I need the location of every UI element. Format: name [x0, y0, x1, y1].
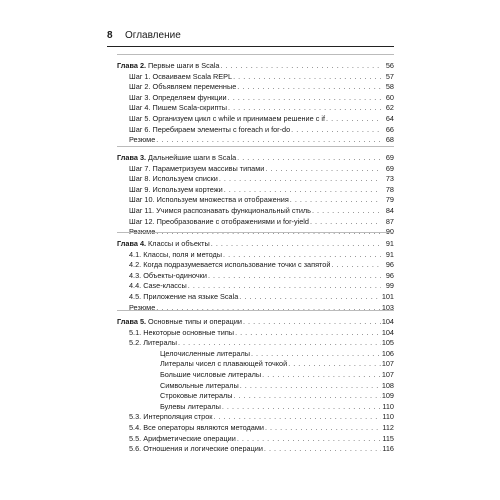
dot-leader: [291, 124, 381, 135]
dot-leader: [262, 369, 381, 380]
page-ref: 64: [385, 114, 394, 123]
entry-title: Булевы литералы: [160, 401, 221, 411]
page-ref: 91: [385, 239, 394, 248]
chapter-prefix: Глава 2.: [117, 61, 147, 70]
chapter-title: [117, 152, 236, 163]
dot-leader: [233, 71, 381, 82]
toc-entry-row: [129, 194, 394, 205]
entry-title: 5.2. Литералы: [129, 338, 177, 348]
dot-leader: [211, 238, 381, 249]
entry-title: Шаг 6. Перебираем элементы с foreach и for-do: [129, 124, 291, 134]
chapter-name: Дальнейшие шаги в Scala: [146, 153, 237, 162]
chapter-separator: [117, 232, 394, 233]
dot-leader: [251, 348, 381, 359]
page-ref: 101: [381, 292, 394, 301]
page-ref: 104: [381, 327, 394, 337]
header-rule: [107, 46, 394, 47]
toc-entry-row: [129, 422, 394, 433]
entry-title: Шаг 10. Используем множества и отображения: [129, 195, 289, 205]
page-ref: 90: [385, 227, 394, 237]
entry-title: Литералы чисел с плавающей точкой: [160, 359, 288, 369]
running-header: [107, 30, 394, 44]
page-ref: 87: [385, 216, 394, 226]
entry-title: Шаг 9. Используем кортежи: [129, 184, 223, 194]
page-ref: 57: [385, 71, 394, 81]
toc-entry-row: [129, 249, 394, 260]
dot-leader: [331, 259, 381, 270]
page-ref: 79: [385, 195, 394, 205]
toc-entry-row: [129, 81, 394, 92]
dot-leader: [219, 173, 381, 184]
toc-entry-row: [160, 358, 394, 369]
dot-leader: [208, 270, 381, 281]
dot-leader: [239, 291, 381, 302]
dot-leader: [237, 81, 381, 92]
page-ref: 78: [385, 184, 394, 194]
page-ref: 96: [385, 260, 394, 270]
page-ref: 103: [381, 302, 394, 312]
entry-title: Целочисленные литералы: [160, 348, 250, 358]
toc-entry-row: [129, 443, 394, 454]
dot-leader: [264, 443, 381, 454]
entry-title: Шаг 11. Учимся распознавать функциональный стиль: [129, 206, 311, 215]
entry-title: 5.6. Отношения и логические операции: [129, 444, 263, 454]
dot-leader: [235, 327, 381, 338]
entry-title: Шаг 3. Определяем функции: [129, 92, 227, 102]
toc-entry-row: [129, 411, 394, 422]
toc-entry-row: [129, 134, 394, 145]
dot-leader: [188, 280, 381, 291]
entry-title: Шаг 2. Объявляем переменные: [129, 82, 237, 92]
entry-title: Большие числовые литералы: [160, 370, 262, 379]
toc-chapter-row: [117, 60, 394, 71]
chapter-separator: [117, 310, 394, 311]
toc-entry-row: [129, 102, 394, 113]
toc-entry-row: [160, 380, 394, 391]
entry-title: Строковые литералы: [160, 391, 233, 401]
entry-title: 4.2. Когда подразумевается использование точки с запятой: [129, 260, 331, 270]
dot-leader: [224, 184, 381, 195]
dot-leader: [237, 433, 381, 444]
entry-title: 5.5. Арифметические операции: [129, 433, 236, 443]
entry-title: Шаг 5. Организуем цикл с while и принимаем решение с if: [129, 114, 326, 123]
toc-chapter-row: [117, 238, 394, 249]
chapter-prefix: Глава 3.: [117, 153, 147, 162]
dot-leader: [220, 60, 381, 71]
toc-entry-row: [129, 205, 394, 216]
page-ref: 62: [385, 103, 394, 113]
entry-title: Шаг 8. Используем списки: [129, 174, 218, 184]
entry-title: Шаг 7. Параметризуем массивы типами: [129, 163, 265, 173]
entry-title: Шаг 4. Пишем Scala-скрипты: [129, 103, 228, 113]
entry-title: Символьные литералы: [160, 380, 239, 390]
dot-leader: [156, 134, 381, 145]
dot-leader: [223, 249, 381, 260]
page-ref: 91: [385, 249, 394, 259]
toc-entry-row: [129, 327, 394, 338]
page-ref: 96: [385, 270, 394, 280]
entry-title: Шаг 1. Осваиваем Scala REPL: [129, 71, 233, 81]
page-ref: 84: [385, 206, 394, 215]
dot-leader: [213, 411, 381, 422]
page-ref: 106: [381, 348, 394, 358]
chapter-title: [117, 316, 242, 327]
dot-leader: [240, 380, 381, 391]
entry-title: Резюме: [129, 135, 156, 145]
toc-chapter-row: [117, 152, 394, 163]
chapter-name: Основные типы и операции: [146, 317, 242, 326]
toc-entry-row: [129, 216, 394, 227]
toc-chapter-row: [117, 316, 394, 327]
page-ref: 73: [385, 174, 394, 184]
page-number: 8: [107, 30, 113, 41]
page-ref: 104: [381, 317, 394, 326]
toc-entry-row: [129, 280, 394, 291]
dot-leader: [310, 216, 381, 227]
dot-leader: [265, 163, 381, 174]
dot-leader: [234, 390, 381, 401]
chapter-separator: [117, 54, 394, 55]
dot-leader: [178, 337, 381, 348]
dot-leader: [222, 401, 381, 412]
toc-entry-row: [129, 163, 394, 174]
page-ref: 108: [381, 380, 394, 390]
dot-leader: [326, 113, 381, 124]
toc-entry-row: [129, 433, 394, 444]
toc-entry-row: [160, 390, 394, 401]
page-ref: 110: [382, 401, 394, 411]
page-ref: 56: [385, 61, 394, 70]
chapter-name: Первые шаги в Scala: [146, 61, 220, 70]
page-ref: 109: [381, 391, 394, 401]
dot-leader: [312, 205, 381, 216]
chapter-separator: [117, 146, 394, 147]
page-ref: 116: [382, 444, 394, 454]
page-ref: 69: [385, 163, 394, 173]
chapter-prefix: Глава 5.: [117, 317, 147, 326]
entry-title: 5.4. Все операторы являются методами: [129, 423, 264, 432]
entry-title: 5.3. Интерполяция строк: [129, 412, 213, 422]
toc-entry-row: [129, 270, 394, 281]
toc-entry-row: [160, 401, 394, 412]
page-ref: 69: [385, 153, 394, 162]
toc-entry-row: [160, 348, 394, 359]
page-ref: 107: [381, 370, 394, 379]
chapter-title: [117, 238, 210, 249]
toc-entry-row: [160, 369, 394, 380]
entry-title: 5.1. Некоторые основные типы: [129, 327, 235, 337]
page-ref: 107: [381, 359, 394, 369]
entry-title: 4.5. Приложение на языке Scala: [129, 292, 239, 301]
toc-entry-row: [129, 337, 394, 348]
toc-entry-row: [129, 113, 394, 124]
dot-leader: [243, 316, 381, 327]
entry-title: Шаг 12. Преобразование с отображениями и for-yield: [129, 216, 309, 226]
page-ref: 115: [382, 433, 394, 443]
entry-title: Резюме: [129, 302, 156, 312]
dot-leader: [228, 102, 381, 113]
entry-title: 4.4. Case-классы: [129, 281, 187, 291]
page-ref: 112: [382, 423, 394, 432]
chapter-prefix: Глава 4.: [117, 239, 147, 248]
dot-leader: [228, 92, 381, 103]
toc-entry-row: [129, 92, 394, 103]
entry-title: Резюме: [129, 227, 156, 237]
entry-title: 4.1. Классы, поля и методы: [129, 249, 223, 259]
running-title: Оглавление: [125, 30, 181, 41]
chapter-name: Классы и объекты: [146, 239, 210, 248]
page-ref: 66: [385, 124, 394, 134]
toc-entry-row: [129, 184, 394, 195]
toc-entry-row: [129, 291, 394, 302]
toc-entry-row: [129, 173, 394, 184]
page-ref: 99: [385, 281, 394, 291]
page-ref: 110: [382, 412, 394, 422]
dot-leader: [288, 358, 381, 369]
page-ref: 105: [381, 338, 394, 348]
toc-entry-row: [129, 124, 394, 135]
toc-entry-row: [129, 71, 394, 82]
dot-leader: [265, 422, 381, 433]
page-ref: 60: [385, 92, 394, 102]
page-ref: 68: [385, 135, 394, 145]
entry-title: 4.3. Объекты-одиночки: [129, 270, 207, 280]
dot-leader: [237, 152, 381, 163]
chapter-title: [117, 60, 219, 71]
page-ref: 58: [385, 82, 394, 92]
dot-leader: [290, 194, 381, 205]
toc-entry-row: [129, 259, 394, 270]
